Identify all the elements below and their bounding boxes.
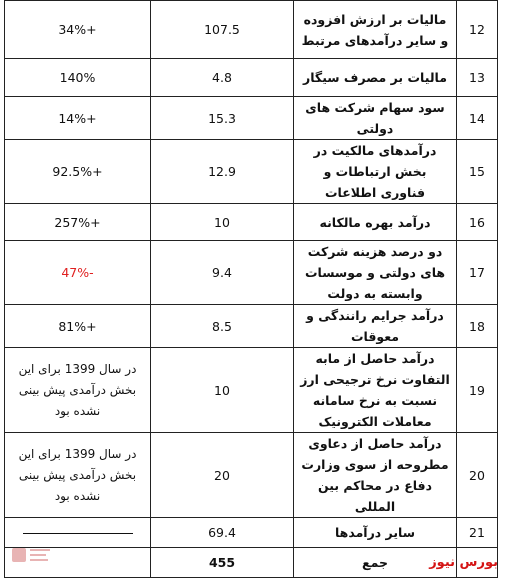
row-description: دو درصد هزینه شرکت های دولتی و موسسات وابسته به دولت	[294, 241, 457, 305]
row-description: درآمد حاصل از دعاوی مطروحه از سوی وزارت دفاع در محاکم بین المللی	[294, 433, 457, 518]
empty-dash	[23, 533, 133, 534]
row-change	[5, 433, 151, 518]
table-row	[5, 1, 498, 59]
table-row	[5, 433, 498, 518]
row-value: 20	[151, 433, 294, 518]
table-row	[5, 241, 498, 305]
row-value: 12.9	[151, 140, 294, 204]
row-description: سود سهام شرکت های دولتی	[294, 97, 457, 140]
row-number: 18	[457, 305, 498, 348]
total-value: 455	[151, 548, 294, 578]
total-label: جمع	[294, 548, 457, 578]
row-change: +257%	[5, 204, 151, 241]
row-change: +81%	[5, 305, 151, 348]
row-description: سایر درآمدها	[294, 518, 457, 548]
row-change: +14%	[5, 97, 151, 140]
row-change	[5, 241, 151, 305]
table-row	[5, 348, 498, 433]
row-number: 19	[457, 348, 498, 433]
negative-change: -47%	[61, 265, 94, 280]
table-row	[5, 518, 498, 548]
row-number: 21	[457, 518, 498, 548]
row-description: مالیات بر مصرف سیگار	[294, 59, 457, 97]
brand-logo: بورس نیوز	[429, 555, 498, 570]
row-number: 14	[457, 97, 498, 140]
row-value: 69.4	[151, 518, 294, 548]
row-change: +92.5%	[5, 140, 151, 204]
table-row	[5, 305, 498, 348]
row-number: 20	[457, 433, 498, 518]
row-value: 10	[151, 348, 294, 433]
row-change: 140%	[5, 59, 151, 97]
row-description: درآمد جرایم رانندگی و معوقات	[294, 305, 457, 348]
row-note: در سال 1399 برای این بخش درآمدی پیش بینی نشده بود	[18, 446, 137, 503]
row-description: مالیات بر ارزش افزوده و سایر درآمدهای مرتبط	[294, 1, 457, 59]
row-value: 8.5	[151, 305, 294, 348]
row-value: 107.5	[151, 1, 294, 59]
row-description: درآمدهای مالکیت در بخش ارتباطات و فناوری اطلاعات	[294, 140, 457, 204]
row-number: 13	[457, 59, 498, 97]
table-row	[5, 140, 498, 204]
row-change: +34%	[5, 1, 151, 59]
table-row	[5, 97, 498, 140]
total-row	[5, 548, 498, 578]
row-description: درآمد حاصل از مابه التفاوت نرخ ترجیحی ارز نسبت به نرخ سامانه معاملات الکترونیک	[294, 348, 457, 433]
row-change	[5, 348, 151, 433]
revenue-table	[4, 0, 498, 578]
row-value: 15.3	[151, 97, 294, 140]
row-number: 16	[457, 204, 498, 241]
row-number: 17	[457, 241, 498, 305]
table-row	[5, 59, 498, 97]
row-value: 10	[151, 204, 294, 241]
watermark-logo-icon	[10, 544, 52, 566]
row-note: در سال 1399 برای این بخش درآمدی پیش بینی نشده بود	[18, 361, 137, 418]
row-value: 4.8	[151, 59, 294, 97]
row-number: 12	[457, 1, 498, 59]
row-value: 9.4	[151, 241, 294, 305]
row-number: 15	[457, 140, 498, 204]
row-change	[5, 518, 151, 548]
row-description: درآمد بهره مالکانه	[294, 204, 457, 241]
table-row	[5, 204, 498, 241]
